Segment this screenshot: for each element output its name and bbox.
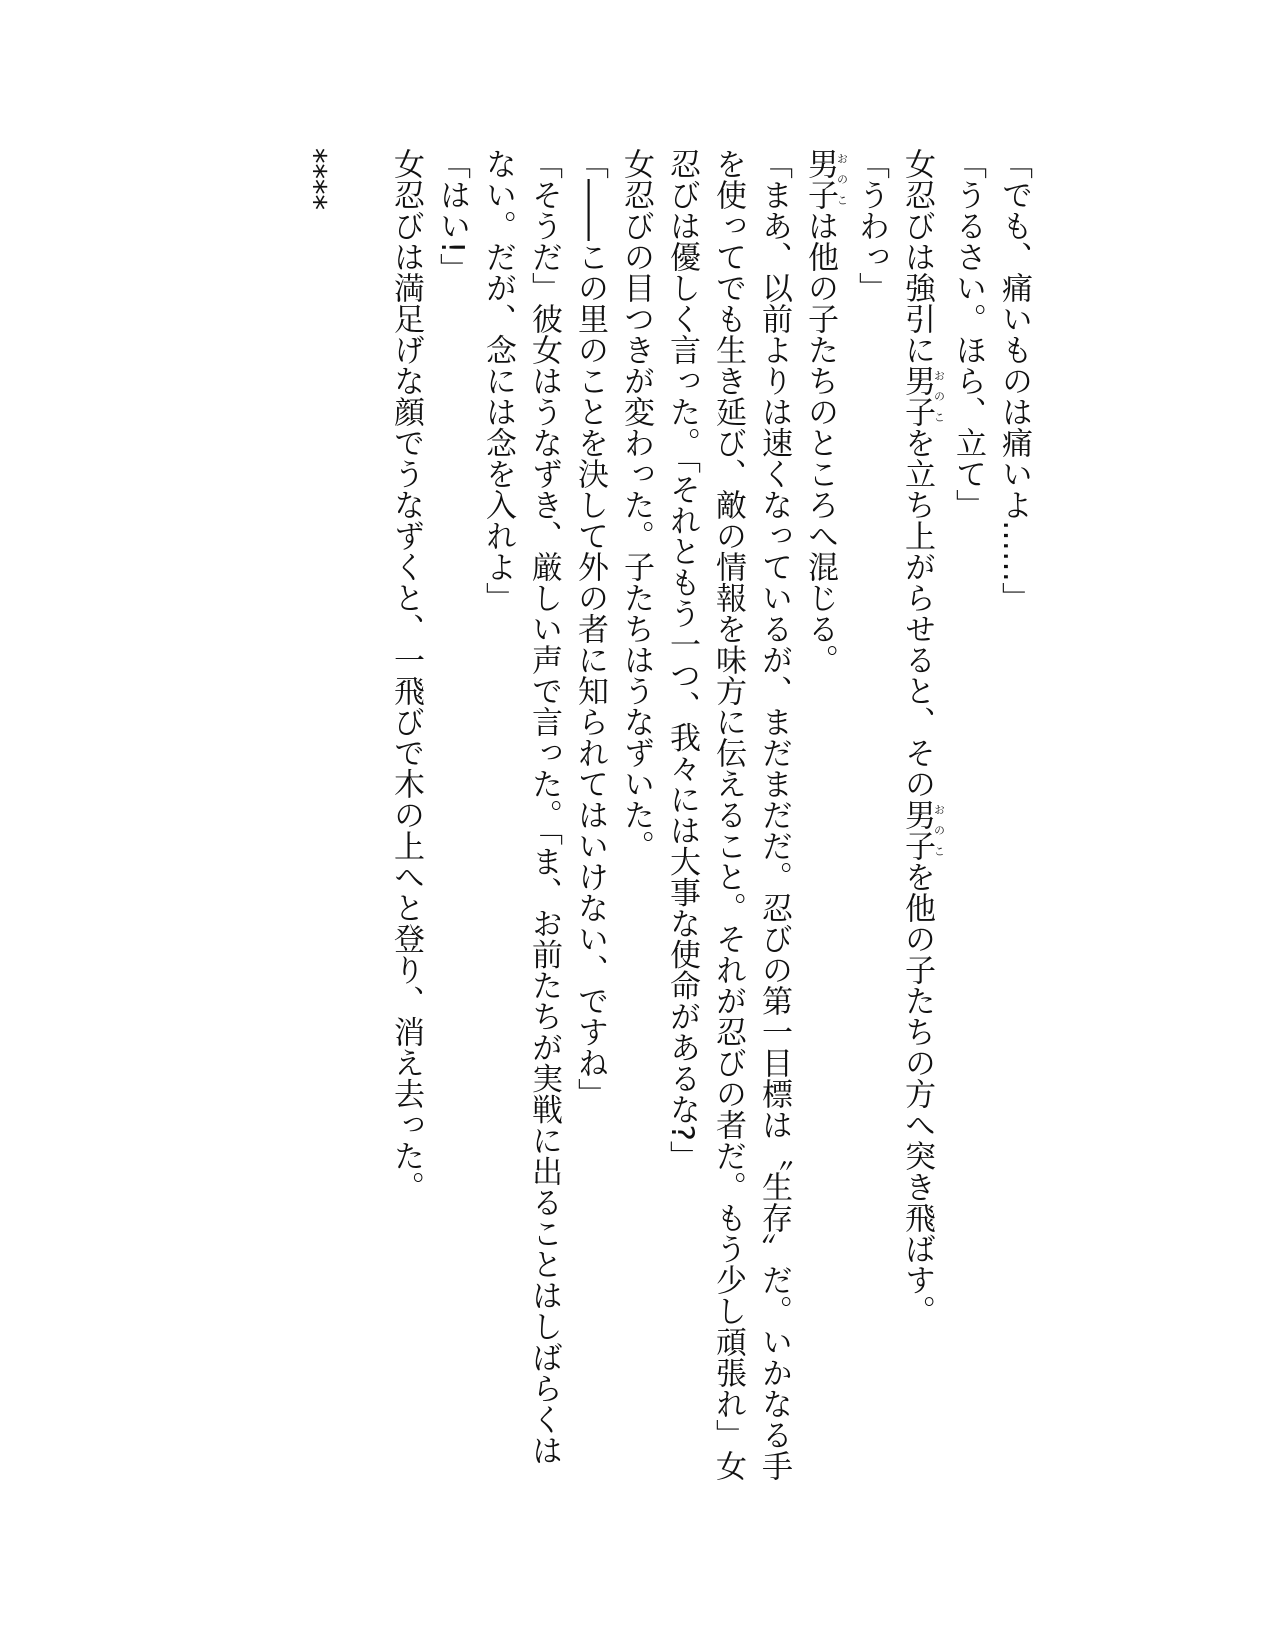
text-line: を使ってでも生き延び、敵の情報を味方に伝えること。それが忍びの者だ。もう少し頑張れ」女 — [710, 148, 746, 1481]
ruby-word: 男子おのこ — [899, 365, 946, 427]
text-line: ない。だが、念には念を入れよ」 — [480, 148, 516, 613]
section-gap — [337, 148, 383, 1508]
ruby-word: 男子おのこ — [899, 799, 946, 861]
text-line: 「まあ、以前よりは速くなっているが、まだまだだ。忍びの第一目標は〝生存〟だ。いかなる手 — [756, 148, 792, 1481]
text-line: 男子おのこは他の子たちのところへ混じる。 — [802, 148, 849, 675]
text-line: 「そうだ」彼女はうなずき、厳しい声で言った。「ま、お前たちが実戦に出ることはしばらくは — [526, 148, 562, 1466]
text-line: 「でも、痛いものは痛いよ……」 — [996, 148, 1032, 613]
text-line: 忍びは優しく言った。「それともう一つ、我々には大事な使命があるな?」 — [664, 148, 700, 1172]
text-line: 「――この里のことを決して外の者に知られてはいけない、ですね」 — [572, 148, 608, 1109]
text-line: 「はい!」 — [434, 148, 470, 285]
ruby-word: 男子おのこ — [802, 148, 849, 210]
text-line: 「うわっ」 — [853, 148, 889, 303]
text-line: 女忍びは強引に男子おのこを立ち上がらせると、その男子おのこを他の子たちの方へ突き飛ばす。 — [899, 148, 946, 1326]
scene-break: **** — [296, 148, 332, 210]
vertical-text-block — [291, 148, 1037, 1508]
text-line: 「うるさい。ほら、立て」 — [950, 148, 986, 520]
text-line: 女忍びの目つきが変わった。子たちはうなずいた。 — [618, 148, 654, 861]
text-line: 女忍びは満足げな顔でうなずくと、一飛びで木の上へと登り、消え去った。 — [388, 148, 424, 1202]
